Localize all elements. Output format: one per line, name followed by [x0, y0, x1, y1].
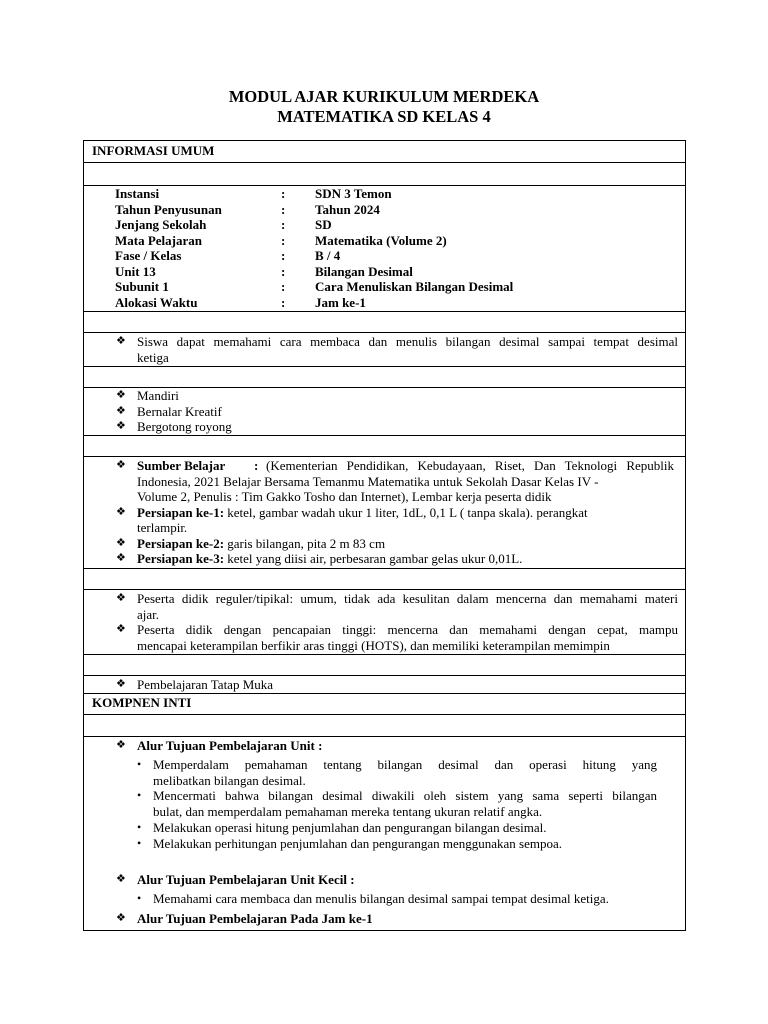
resource-text: (Kementerian Pendidikan, Kebudayaan, Riset, Dan Teknologi Republik	[266, 458, 674, 473]
student-type-line: Peserta didik dengan pencapaian tinggi: mencerna dan memahami dengan cepat, mampu	[137, 622, 678, 637]
atp-unit-item: Memperdalam pemahaman tentang bilangan desimal dan operasi hitung yang	[153, 757, 657, 772]
row-divider	[83, 568, 686, 569]
preparation-2-label: Persiapan ke-2:	[137, 535, 225, 551]
atp-unit-item: Melakukan perhitungan penjumlahan dan pengurangan menggunakan sempoa.	[153, 836, 563, 851]
identity-value: Bilangan Desimal	[315, 263, 413, 279]
atp-small-item: Memahami cara membaca dan menulis bilangan desimal sampai tempat desimal ketiga.	[153, 891, 609, 906]
diamond-bullet-icon: ❖	[116, 623, 126, 635]
diamond-bullet-icon: ❖	[116, 536, 126, 549]
atp-unit-item: Melakukan operasi hitung penjumlahan dan pengurangan bilangan desimal.	[153, 820, 547, 835]
identity-colon: :	[281, 294, 286, 310]
identity-label: Instansi	[115, 186, 160, 201]
row-divider	[83, 714, 686, 715]
round-bullet-icon: •	[137, 757, 142, 771]
resource-text: Indonesia, 2021 Belajar Bersama Temanmu Matematika untuk Sekolah Dasar Kelas IV -	[137, 473, 599, 489]
identity-label: Tahun Penyusunan	[115, 201, 222, 217]
diamond-bullet-icon: ❖	[116, 459, 126, 471]
competency-line: Siswa dapat memahami cara membaca dan menulis bilangan desimal sampai tempat desimal	[137, 334, 678, 349]
identity-label: Unit 13	[115, 263, 156, 279]
identity-value: Tahun 2024	[315, 201, 380, 217]
identity-label: Alokasi Waktu	[115, 294, 198, 310]
diamond-bullet-icon: ❖	[116, 739, 126, 751]
diamond-bullet-icon: ❖	[116, 592, 126, 604]
row-divider	[83, 589, 686, 590]
atp-hour-heading: Alur Tujuan Pembelajaran Pada Jam ke-1	[137, 911, 373, 926]
identity-colon: :	[281, 279, 286, 294]
row-divider	[83, 736, 686, 737]
diamond-bullet-icon: ❖	[116, 420, 126, 432]
identity-colon: :	[281, 248, 286, 263]
row-divider	[83, 456, 686, 457]
identity-colon: :	[281, 263, 286, 279]
round-bullet-icon: •	[137, 836, 142, 850]
round-bullet-icon: •	[137, 891, 142, 905]
atp-small-heading: Alur Tujuan Pembelajaran Unit Kecil :	[137, 872, 355, 887]
diamond-bullet-icon: ❖	[116, 505, 126, 518]
identity-colon: :	[281, 201, 286, 217]
identity-colon: :	[281, 232, 286, 248]
diamond-bullet-icon: ❖	[116, 552, 126, 564]
atp-unit-item-continued: bulat, dan memperdalam pemahaman mereka tentang ukuran relatif angka.	[153, 803, 543, 819]
student-type-line: ajar.	[137, 606, 160, 622]
preparation-2-text: garis bilangan, pita 2 m 83 cm	[224, 535, 386, 551]
preparation-3-label: Persiapan ke-3:	[137, 551, 225, 566]
preparation-1-text: ketel, gambar wadah ukur 1 liter, 1dL, 0,1 L ( tanpa skala). perangkat	[224, 504, 588, 520]
document-title-line2: MATEMATIKA SD KELAS 4	[277, 107, 491, 126]
resource-colon: :	[254, 458, 259, 473]
diamond-bullet-icon: ❖	[116, 678, 126, 690]
diamond-bullet-icon: ❖	[116, 335, 126, 347]
round-bullet-icon: •	[137, 820, 142, 834]
row-divider	[83, 332, 686, 333]
preparation-1	[137, 505, 588, 521]
identity-label: Jenjang Sekolah	[115, 217, 207, 232]
preparation-2	[137, 536, 385, 552]
diamond-bullet-icon: ❖	[116, 873, 126, 885]
identity-value: B / 4	[315, 248, 341, 263]
section-header-informasi-umum: INFORMASI UMUM	[92, 143, 215, 158]
row-divider	[83, 654, 686, 655]
diamond-bullet-icon: ❖	[116, 912, 126, 924]
profile-item: Bernalar Kreatif	[137, 403, 222, 419]
atp-unit-heading: Alur Tujuan Pembelajaran Unit :	[137, 738, 323, 753]
resource-text: Volume 2, Penulis : Tim Gakko Tosho dan Internet), Lembar kerja peserta didik	[137, 489, 552, 504]
identity-value: Jam ke-1	[315, 294, 366, 310]
identity-colon: :	[281, 186, 286, 201]
row-divider	[83, 693, 686, 694]
document-title-line1: MODUL AJAR KURIKULUM MERDEKA	[228, 87, 540, 106]
profile-item: Bergotong royong	[137, 419, 232, 434]
student-type-line: Peserta didik reguler/tipikal: umum, tidak ada kesulitan dalam mencerna dan memahami materi	[137, 591, 678, 606]
preparation-3	[137, 551, 522, 567]
identity-value: Matematika (Volume 2)	[315, 232, 447, 248]
competency-line: ketiga	[137, 349, 169, 365]
profile-item: Mandiri	[137, 388, 179, 403]
atp-unit-item-continued: melibatkan bilangan desimal.	[153, 772, 306, 788]
row-divider	[83, 435, 686, 436]
row-divider	[83, 162, 686, 163]
preparation-3-text: ketel yang diisi air, perbesaran gambar gelas ukur 0,01L.	[224, 551, 523, 566]
identity-value: SDN 3 Temon	[315, 186, 392, 201]
identity-value: SD	[315, 217, 332, 232]
diamond-bullet-icon: ❖	[116, 404, 126, 417]
diamond-bullet-icon: ❖	[116, 389, 126, 401]
identity-colon: :	[281, 217, 286, 232]
preparation-1-continued: terlampir.	[137, 520, 188, 535]
row-divider	[83, 311, 686, 312]
identity-label: Subunit 1	[115, 279, 169, 294]
identity-label: Fase / Kelas	[115, 248, 182, 263]
section-header-komponen-inti: KOMPNEN INTI	[92, 695, 192, 710]
preparation-1-label: Persiapan ke-1:	[137, 504, 225, 520]
identity-label: Mata Pelajaran	[115, 232, 203, 248]
student-type-line: mencapai keterampilan berfikir aras tinggi (HOTS), dan memiliki keterampilan memimpin	[137, 637, 610, 653]
round-bullet-icon: •	[137, 788, 142, 802]
row-divider	[83, 366, 686, 367]
resource-label: Sumber Belajar	[137, 458, 226, 473]
atp-unit-item: Mencermati bahwa bilangan desimal diwakili oleh sistem yang sama seperti bilangan	[153, 788, 657, 803]
identity-value: Cara Menuliskan Bilangan Desimal	[315, 279, 514, 294]
learning-model: Pembelajaran Tatap Muka	[137, 676, 274, 692]
